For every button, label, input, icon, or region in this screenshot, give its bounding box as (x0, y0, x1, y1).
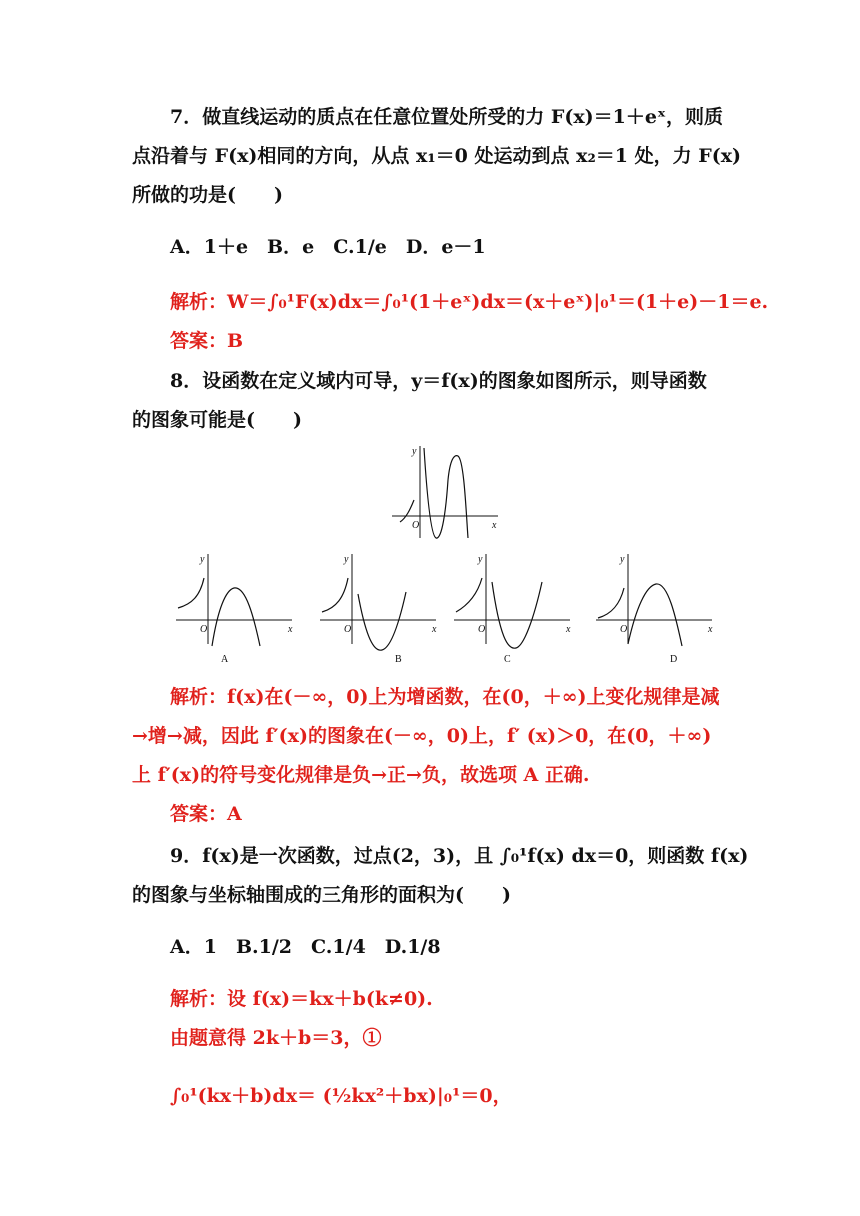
q9-options: A．1 B.1/2 C.1/4 D.1/8 (170, 936, 441, 958)
q8-analysis-line2: →增→减，因此 f′(x)的图象在(－∞，0)上，f′ (x)＞0，在(0，＋∞) (132, 725, 712, 747)
q8-option-graph-c (452, 548, 577, 668)
option-d-curve-left (598, 588, 624, 618)
option-d-axis-x: x (708, 624, 713, 635)
option-b-label: B (395, 654, 402, 665)
q8-analysis-line1: 解析：f(x)在(－∞，0)上为增函数，在(0，＋∞)上变化规律是减 (170, 686, 720, 708)
q9-analysis-line2: 由题意得 2k＋b＝3，① (170, 1027, 382, 1049)
q8-stem-line2: 的图象可能是( ) (132, 409, 302, 431)
option-c-curve-left (456, 578, 482, 612)
q8-main-axis-y: y (412, 446, 417, 457)
option-a-axis-y: y (200, 554, 205, 565)
q7-stem-line3: 所做的功是( ) (132, 184, 283, 206)
option-d-label: D (670, 654, 678, 665)
q8-option-graph-b (318, 548, 443, 668)
option-a-curve-right (212, 588, 260, 646)
q8-main-graph (390, 440, 505, 540)
option-a-curve-left (178, 578, 204, 608)
option-c-axis-x: x (566, 624, 571, 635)
option-d-curve-right (628, 584, 682, 646)
option-b-curve-left (322, 578, 348, 612)
q7-options: A．1＋e B．e C.1/e D．e－1 (170, 236, 486, 258)
option-c-origin: O (478, 624, 486, 635)
q8-main-curve-right (424, 448, 468, 538)
q8-option-graph-d (594, 548, 719, 668)
q7-stem-line1: 7．做直线运动的质点在任意位置处所受的力 F(x)＝1＋eˣ，则质 (170, 106, 723, 128)
option-b-axis-x: x (432, 624, 437, 635)
option-b-curve-right (358, 592, 406, 650)
q9-stem-line2: 的图象与坐标轴围成的三角形的面积为( ) (132, 884, 511, 906)
q8-main-curve (400, 500, 414, 522)
q9-analysis-line3: ∫₀¹(kx＋b)dx＝ (½kx²＋bx)|₀¹＝0， (170, 1085, 512, 1107)
q7-stem-line2: 点沿着与 F(x)相同的方向，从点 x₁＝0 处运动到点 x₂＝1 处，力 F(x) (132, 145, 742, 167)
q9-stem-line1: 9．f(x)是一次函数，过点(2，3)，且 ∫₀¹f(x) dx＝0，则函数 f(x) (170, 845, 749, 867)
q8-option-graph-a (174, 548, 299, 668)
q8-main-axis-x: x (492, 520, 497, 531)
option-d-axis-y: y (620, 554, 625, 565)
option-c-curve-right (492, 582, 542, 648)
q8-analysis-line3: 上 f′(x)的符号变化规律是负→正→负，故选项 A 正确. (132, 764, 590, 786)
option-d-origin: O (620, 624, 628, 635)
q8-main-origin: O (412, 520, 420, 531)
option-a-origin: O (200, 624, 208, 635)
q7-answer: 答案：B (170, 330, 244, 352)
q8-stem-line1: 8．设函数在定义域内可导，y＝f(x)的图象如图所示，则导函数 (170, 370, 707, 392)
option-a-label: A (221, 654, 229, 665)
q9-analysis-line1: 解析：设 f(x)＝kx＋b(k≠0). (170, 988, 433, 1010)
option-a-axis-x: x (288, 624, 293, 635)
option-b-origin: O (344, 624, 352, 635)
option-c-axis-y: y (478, 554, 483, 565)
q8-answer: 答案：A (170, 803, 242, 825)
option-b-axis-y: y (344, 554, 349, 565)
option-c-label: C (504, 654, 511, 665)
q7-analysis: 解析：W＝∫₀¹F(x)dx＝∫₀¹(1＋eˣ)dx＝(x＋eˣ)|₀¹＝(1＋e)－1＝e. (170, 291, 769, 313)
